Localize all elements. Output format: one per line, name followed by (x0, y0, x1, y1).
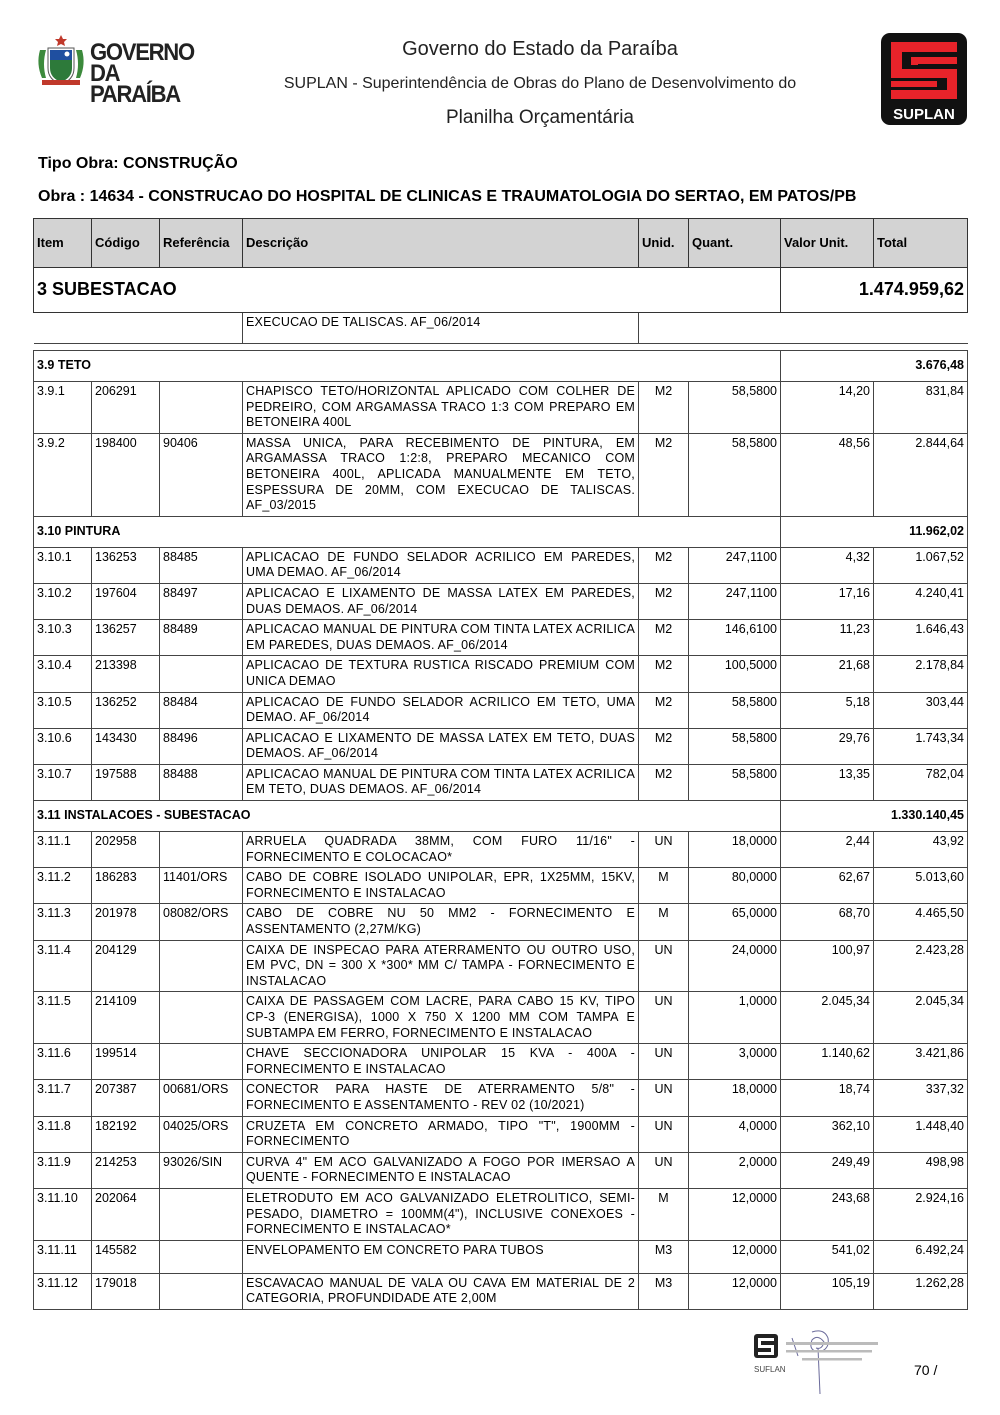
cell-referencia: 88489 (160, 620, 243, 656)
cell-codigo: 204129 (92, 940, 160, 992)
cell-quant: 80,0000 (689, 868, 781, 904)
signature-stamp (752, 1328, 892, 1398)
table-row (34, 656, 968, 692)
cell-total: 1.743,34 (874, 728, 968, 764)
signature-icon (792, 1331, 828, 1394)
cell-total: 6.492,24 (874, 1240, 968, 1273)
cell-item: 3.11.4 (34, 940, 92, 992)
cell-item: 3.11.6 (34, 1044, 92, 1080)
cell-unid: M (639, 904, 689, 940)
cell-referencia (160, 992, 243, 1044)
cell-item: 3.11.9 (34, 1152, 92, 1188)
cell-codigo: 136257 (92, 620, 160, 656)
cell-valor-unit: 11,23 (781, 620, 874, 656)
cell-total: 1.067,52 (874, 547, 968, 583)
cell-item: 3.10.4 (34, 656, 92, 692)
suplan-logo-text: SUPLAN (893, 106, 955, 123)
table-row (34, 1152, 968, 1188)
cell-quant: 58,5800 (689, 728, 781, 764)
col-header-item: Item (34, 219, 92, 268)
cell-descricao: APLICACAO DE FUNDO SELADOR ACRILICO EM TETO, UMA DEMAO. AF_06/2014 (243, 692, 639, 728)
cell-valor-unit: 2.045,34 (781, 992, 874, 1044)
cell-codigo: 198400 (92, 433, 160, 516)
table-row (34, 1273, 968, 1309)
cell-total: 43,92 (874, 832, 968, 868)
cell-unid: UN (639, 1044, 689, 1080)
cell-referencia (160, 1044, 243, 1080)
carry-over-blank (34, 313, 243, 344)
cell-total: 4.465,50 (874, 904, 968, 940)
cell-codigo: 197604 (92, 583, 160, 619)
spacer-row (34, 344, 968, 351)
cell-valor-unit: 541,02 (781, 1240, 874, 1273)
cell-item: 3.10.1 (34, 547, 92, 583)
page-number: 70 / (914, 1362, 938, 1378)
header-subtitle: SUPLAN - Superintendência de Obras do Plano de Desenvolvimento do (283, 75, 797, 92)
cell-valor-unit: 18,74 (781, 1080, 874, 1116)
cell-total: 2.924,16 (874, 1188, 968, 1240)
cell-unid: UN (639, 832, 689, 868)
cell-descricao: ELETRODUTO EM ACO GALVANIZADO ELETROLITICO, SEMI-PESADO, DIAMETRO = 100MM(4"), INCLUSIVE CONEXOES - FORNECIMENTO E INSTALACAO* (243, 1188, 639, 1240)
cell-valor-unit: 4,32 (781, 547, 874, 583)
header-title: Governo do Estado da Paraíba (402, 38, 678, 60)
cell-total: 2.045,34 (874, 992, 968, 1044)
table-row (34, 1240, 968, 1273)
cell-codigo: 202064 (92, 1188, 160, 1240)
cell-referencia (160, 832, 243, 868)
cell-referencia: 88484 (160, 692, 243, 728)
cell-item: 3.11.7 (34, 1080, 92, 1116)
stamp-text-lines (786, 1342, 878, 1361)
cell-total: 1.448,40 (874, 1116, 968, 1152)
section-total: 3.676,48 (781, 351, 968, 382)
cell-descricao: APLICACAO DE TEXTURA RUSTICA RISCADO PREMIUM COM UNICA DEMAO (243, 656, 639, 692)
cell-referencia: 88497 (160, 583, 243, 619)
cell-unid: UN (639, 1080, 689, 1116)
table-row (34, 547, 968, 583)
cell-codigo: 199514 (92, 1044, 160, 1080)
cell-item: 3.10.2 (34, 583, 92, 619)
cell-unid: UN (639, 992, 689, 1044)
cell-quant: 18,0000 (689, 832, 781, 868)
cell-unid: UN (639, 1152, 689, 1188)
cell-descricao: APLICACAO MANUAL DE PINTURA COM TINTA LATEX ACRILICA EM TETO, DUAS DEMAOS. AF_06/2014 (243, 764, 639, 800)
cell-item: 3.11.5 (34, 992, 92, 1044)
cell-quant: 12,0000 (689, 1273, 781, 1309)
table-row (34, 868, 968, 904)
cell-quant: 24,0000 (689, 940, 781, 992)
governo-paraiba-logo (34, 34, 204, 108)
cell-valor-unit: 243,68 (781, 1188, 874, 1240)
cell-item: 3.9.1 (34, 382, 92, 434)
carry-over-description: EXECUCAO DE TALISCAS. AF_06/2014 (243, 313, 639, 344)
cell-item: 3.10.5 (34, 692, 92, 728)
cell-total: 2.423,28 (874, 940, 968, 992)
col-header-quant: Quant. (689, 219, 781, 268)
cell-item: 3.11.10 (34, 1188, 92, 1240)
table-row (34, 692, 968, 728)
cell-quant: 58,5800 (689, 382, 781, 434)
cell-descricao: APLICACAO MANUAL DE PINTURA COM TINTA LATEX ACRILICA EM PAREDES, DUAS DEMAOS. AF_06/2014 (243, 620, 639, 656)
governo-paraiba-wordmark (90, 39, 195, 108)
cell-total: 782,04 (874, 764, 968, 800)
cell-descricao: ARRUELA QUADRADA 38MM, COM FURO 11/16" - FORNECIMENTO E COLOCACAO* (243, 832, 639, 868)
cell-total: 2.178,84 (874, 656, 968, 692)
section-total: 1.330.140,45 (781, 801, 968, 832)
col-header-total: Total (874, 219, 968, 268)
cell-item: 3.11.12 (34, 1273, 92, 1309)
cell-total: 1.646,43 (874, 620, 968, 656)
cell-codigo: 214253 (92, 1152, 160, 1188)
cell-item: 3.10.3 (34, 620, 92, 656)
cell-valor-unit: 62,67 (781, 868, 874, 904)
cell-quant: 18,0000 (689, 1080, 781, 1116)
cell-quant: 247,1100 (689, 547, 781, 583)
cell-valor-unit: 29,76 (781, 728, 874, 764)
cell-descricao: CRUZETA EM CONCRETO ARMADO, TIPO "T", 1900MM - FORNECIMENTO (243, 1116, 639, 1152)
cell-quant: 247,1100 (689, 583, 781, 619)
cell-codigo: 136252 (92, 692, 160, 728)
cell-valor-unit: 249,49 (781, 1152, 874, 1188)
cell-codigo: 202958 (92, 832, 160, 868)
cell-codigo: 213398 (92, 656, 160, 692)
cell-quant: 12,0000 (689, 1188, 781, 1240)
cell-valor-unit: 5,18 (781, 692, 874, 728)
cell-referencia: 88485 (160, 547, 243, 583)
cell-item: 3.11.8 (34, 1116, 92, 1152)
cell-valor-unit: 13,35 (781, 764, 874, 800)
cell-codigo: 207387 (92, 1080, 160, 1116)
cell-referencia: 00681/ORS (160, 1080, 243, 1116)
cell-descricao: APLICACAO E LIXAMENTO DE MASSA LATEX EM TETO, DUAS DEMAOS. AF_06/2014 (243, 728, 639, 764)
cell-codigo: 214109 (92, 992, 160, 1044)
col-header-unid: Unid. (639, 219, 689, 268)
cell-total: 337,32 (874, 1080, 968, 1116)
cell-total: 1.262,28 (874, 1273, 968, 1309)
cell-item: 3.11.11 (34, 1240, 92, 1273)
cell-quant: 4,0000 (689, 1116, 781, 1152)
cell-unid: M (639, 1188, 689, 1240)
cell-quant: 58,5800 (689, 764, 781, 800)
cell-referencia (160, 940, 243, 992)
cell-referencia (160, 1273, 243, 1309)
cell-unid: M3 (639, 1273, 689, 1309)
section-row (34, 801, 968, 832)
cell-valor-unit: 68,70 (781, 904, 874, 940)
cell-descricao: CABO DE COBRE NU 50 MM2 - FORNECIMENTO E ASSENTAMENTO (2,27M/KG) (243, 904, 639, 940)
cell-unid: M2 (639, 728, 689, 764)
cell-descricao: CABO DE COBRE ISOLADO UNIPOLAR, EPR, 1X25MM, 15KV, FORNECIMENTO E INSTALACAO (243, 868, 639, 904)
cell-total: 4.240,41 (874, 583, 968, 619)
cell-referencia (160, 382, 243, 434)
cell-total: 2.844,64 (874, 433, 968, 516)
cell-total: 498,98 (874, 1152, 968, 1188)
cell-codigo: 201978 (92, 904, 160, 940)
cell-referencia: 04025/ORS (160, 1116, 243, 1152)
cell-unid: M2 (639, 656, 689, 692)
table-row (34, 904, 968, 940)
cell-valor-unit: 100,97 (781, 940, 874, 992)
cell-quant: 12,0000 (689, 1240, 781, 1273)
cell-item: 3.11.1 (34, 832, 92, 868)
carry-over-row (34, 313, 968, 344)
cell-item: 3.11.3 (34, 904, 92, 940)
cell-descricao: ENVELOPAMENTO EM CONCRETO PARA TUBOS (243, 1240, 639, 1273)
cell-unid: M2 (639, 382, 689, 434)
cell-codigo: 136253 (92, 547, 160, 583)
cell-unid: UN (639, 940, 689, 992)
section-row (34, 516, 968, 547)
gov-logo-line1: GOVERNO (90, 39, 194, 66)
cell-valor-unit: 48,56 (781, 433, 874, 516)
table-row (34, 940, 968, 992)
cell-quant: 1,0000 (689, 992, 781, 1044)
cell-referencia: 08082/ORS (160, 904, 243, 940)
table-row (34, 832, 968, 868)
cell-referencia: 88496 (160, 728, 243, 764)
cell-unid: M (639, 868, 689, 904)
table-row (34, 1044, 968, 1080)
cell-valor-unit: 1.140,62 (781, 1044, 874, 1080)
table-row (34, 992, 968, 1044)
cell-codigo: 206291 (92, 382, 160, 434)
section-label: 3.10 PINTURA (34, 516, 781, 547)
cell-total: 3.421,86 (874, 1044, 968, 1080)
section-label: 3.9 TETO (34, 351, 781, 382)
cell-unid: M3 (639, 1240, 689, 1273)
cell-unid: M2 (639, 433, 689, 516)
col-header-descricao: Descrição (243, 219, 639, 268)
group-label: 3 SUBESTACAO (34, 268, 781, 313)
cell-descricao: MASSA UNICA, PARA RECEBIMENTO DE PINTURA, EM ARGAMASSA TRACO 1:2:8, PREPARO MECANICO COM BETONEIRA 400L, APLICADA MANUALMENTE EM TETO, ESPESSURA DE 20MM, COM EXECUCAO DE TALISCAS. AF_03/2015 (243, 433, 639, 516)
cell-unid: M2 (639, 764, 689, 800)
group-total: 1.474.959,62 (781, 268, 968, 313)
cell-descricao: CAIXA DE INSPECAO PARA ATERRAMENTO OU OUTRO USO, EM PVC, DN = 300 X *300* MM C/ TAMPA - FORNECIMENTO E INSTALACAO (243, 940, 639, 992)
cell-quant: 58,5800 (689, 692, 781, 728)
col-header-valor-unit: Valor Unit. (781, 219, 874, 268)
col-header-codigo: Código (92, 219, 160, 268)
cell-descricao: CURVA 4" EM ACO GALVANIZADO A FOGO POR IMERSAO A QUENTE - FORNECIMENTO E INSTALACAO (243, 1152, 639, 1188)
cell-codigo: 143430 (92, 728, 160, 764)
cell-codigo: 186283 (92, 868, 160, 904)
cell-codigo: 179018 (92, 1273, 160, 1309)
cell-descricao: CHAPISCO TETO/HORIZONTAL APLICADO COM COLHER DE PEDREIRO, COM ARGAMASSA TRACO 1:3 COM PREPARO EM BETONEIRA 400L (243, 382, 639, 434)
suplan-logo-icon (881, 33, 967, 125)
cell-total: 831,84 (874, 382, 968, 434)
cell-item: 3.11.2 (34, 868, 92, 904)
budget-table (33, 218, 968, 1310)
cell-total: 5.013,60 (874, 868, 968, 904)
document-title: Planilha Orçamentária (446, 107, 634, 128)
table-row (34, 433, 968, 516)
section-label: 3.11 INSTALACOES - SUBESTACAO (34, 801, 781, 832)
cell-descricao: CHAVE SECCIONADORA UNIPOLAR 15 KVA - 400A - FORNECIMENTO E INSTALACAO (243, 1044, 639, 1080)
cell-descricao: ESCAVACAO MANUAL DE VALA OU CAVA EM MATERIAL DE 2 CATEGORIA, PROFUNDIDADE ATE 2,00M (243, 1273, 639, 1309)
cell-referencia (160, 1240, 243, 1273)
cell-item: 3.10.6 (34, 728, 92, 764)
cell-quant: 146,6100 (689, 620, 781, 656)
cell-descricao: CAIXA DE PASSAGEM COM LACRE, PARA CABO 15 KV, TIPO CP-3 (ENERGISA), 1000 X 750 X 1200 MM COM TAMPA E SUBTAMPA EM FERRO, FORNECIMENTO E INSTALACAO (243, 992, 639, 1044)
group-row (34, 268, 968, 313)
cell-descricao: APLICACAO DE FUNDO SELADOR ACRILICO EM PAREDES, UMA DEMAO. AF_06/2014 (243, 547, 639, 583)
cell-referencia (160, 1188, 243, 1240)
table-row (34, 764, 968, 800)
cell-descricao: APLICACAO E LIXAMENTO DE MASSA LATEX EM PAREDES, DUAS DEMAOS. AF_06/2014 (243, 583, 639, 619)
stamp-logo-text: SUFLAN (754, 1365, 786, 1374)
cell-valor-unit: 14,20 (781, 382, 874, 434)
table-header-row (34, 219, 968, 268)
cell-unid: M2 (639, 547, 689, 583)
cell-unid: M2 (639, 583, 689, 619)
cell-valor-unit: 362,10 (781, 1116, 874, 1152)
cell-quant: 100,5000 (689, 656, 781, 692)
cell-codigo: 145582 (92, 1240, 160, 1273)
cell-referencia: 90406 (160, 433, 243, 516)
cell-unid: M2 (639, 620, 689, 656)
cell-referencia: 93026/SIN (160, 1152, 243, 1188)
table-row (34, 1188, 968, 1240)
cell-valor-unit: 17,16 (781, 583, 874, 619)
section-total: 11.962,02 (781, 516, 968, 547)
cell-referencia (160, 656, 243, 692)
cell-item: 3.9.2 (34, 433, 92, 516)
cell-descricao: CONECTOR PARA HASTE DE ATERRAMENTO 5/8" - FORNECIMENTO E ASSENTAMENTO - REV 02 (10/2021) (243, 1080, 639, 1116)
cell-codigo: 182192 (92, 1116, 160, 1152)
cell-quant: 58,5800 (689, 433, 781, 516)
paraiba-coat-of-arms-icon (34, 34, 88, 90)
cell-quant: 3,0000 (689, 1044, 781, 1080)
col-header-referencia: Referência (160, 219, 243, 268)
cell-quant: 65,0000 (689, 904, 781, 940)
cell-quant: 2,0000 (689, 1152, 781, 1188)
cell-valor-unit: 105,19 (781, 1273, 874, 1309)
cell-unid: M2 (639, 692, 689, 728)
cell-total: 303,44 (874, 692, 968, 728)
table-row (34, 620, 968, 656)
spacer-cell (34, 344, 968, 351)
section-row (34, 351, 968, 382)
cell-referencia: 11401/ORS (160, 868, 243, 904)
cell-item: 3.10.7 (34, 764, 92, 800)
carry-over-blank-right (639, 313, 968, 344)
cell-referencia: 88488 (160, 764, 243, 800)
tipo-obra: Tipo Obra: CONSTRUÇÃO (38, 155, 238, 172)
cell-codigo: 197588 (92, 764, 160, 800)
obra-title: Obra : 14634 - CONSTRUCAO DO HOSPITAL DE CLINICAS E TRAUMATOLOGIA DO SERTAO, EM PATOS/PB (38, 188, 857, 205)
cell-unid: UN (639, 1116, 689, 1152)
table-row (34, 1080, 968, 1116)
table-row (34, 1116, 968, 1152)
gov-logo-line2: DA PARAÍBA (90, 60, 180, 108)
table-row (34, 728, 968, 764)
table-row (34, 583, 968, 619)
suplan-small-logo-icon (754, 1334, 786, 1374)
cell-valor-unit: 2,44 (781, 832, 874, 868)
cell-valor-unit: 21,68 (781, 656, 874, 692)
table-row (34, 382, 968, 434)
